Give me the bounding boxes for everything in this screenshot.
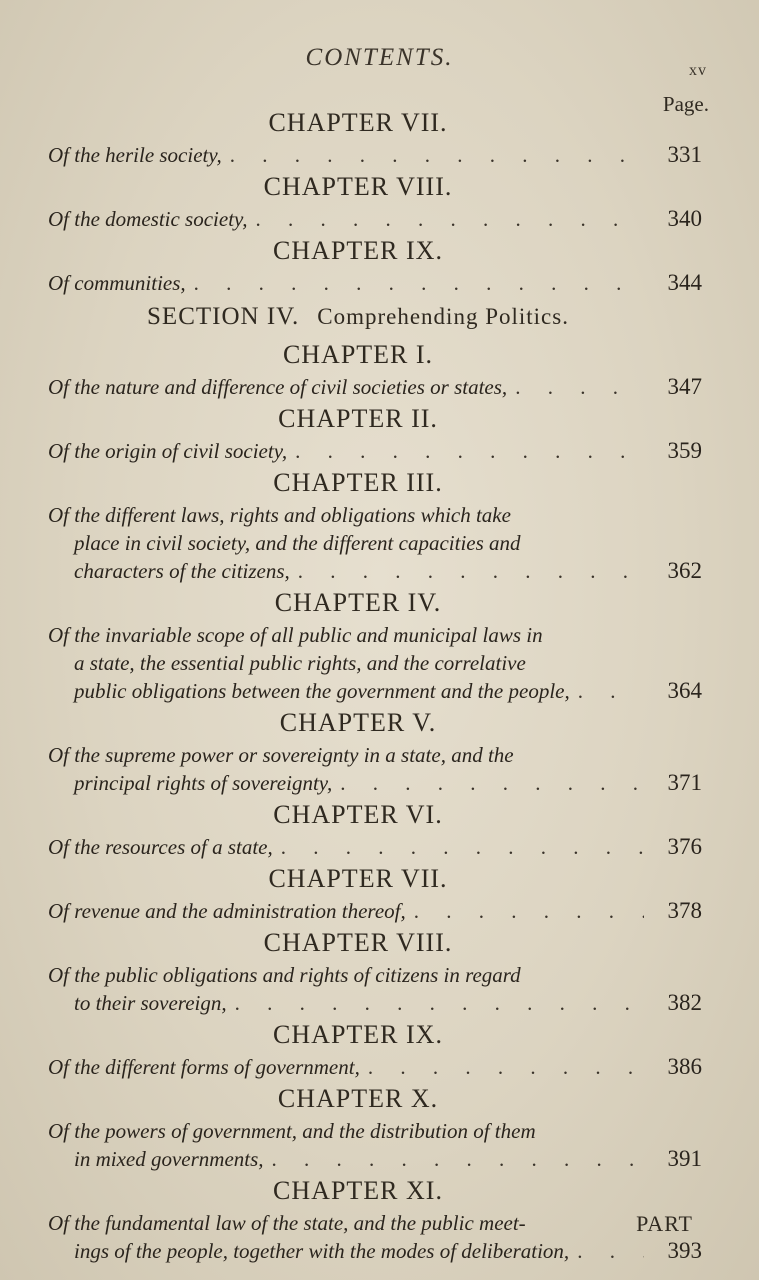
entry-page-number: 376: [667, 834, 702, 859]
section-title: Comprehending Politics.: [317, 304, 569, 329]
entry-line: [48, 989, 644, 1017]
entry-line: Of the fundamental law of the state, and the public meet-: [48, 1211, 526, 1235]
toc-entry: [48, 437, 708, 465]
section-label: SECTION IV.: [147, 303, 300, 330]
toc-entry: [48, 621, 708, 705]
entry-line: [48, 1053, 644, 1081]
chapter-heading: CHAPTER IV.: [274, 588, 442, 617]
entry-page-number: 331: [667, 142, 702, 167]
entry-text: Of the origin of civil society,: [48, 439, 288, 463]
entry-line: [48, 269, 644, 297]
entry-line: place in civil society, and the different capacities and: [74, 531, 521, 555]
chapter-heading: CHAPTER VII.: [268, 108, 448, 137]
dot-leader: [186, 269, 644, 297]
entry-line: [48, 677, 644, 705]
toc-entry: [48, 1117, 708, 1173]
entry-page-number: 362: [667, 558, 702, 583]
entry-line: Of the public obligations and rights of citizens in regard: [48, 963, 521, 987]
dot-leader: [570, 677, 644, 705]
entry-line: [48, 897, 644, 925]
entry-page-number: 347: [667, 374, 702, 399]
toc-entry: [48, 1209, 708, 1265]
entry-line: [48, 833, 644, 861]
entry-line: a state, the essential public rights, and the correlative: [74, 651, 526, 675]
toc-entry: [48, 373, 708, 401]
toc-entry: [48, 1053, 708, 1081]
chapter-heading: CHAPTER V.: [279, 708, 437, 737]
entry-page-number: 386: [667, 1054, 702, 1079]
dot-leader: [222, 141, 644, 169]
toc-entry: [48, 833, 708, 861]
toc-entry: [48, 205, 708, 233]
entry-text: characters of the citizens,: [74, 559, 290, 583]
table-of-contents: [48, 105, 708, 1265]
entry-line: [48, 769, 644, 797]
chapter-heading: CHAPTER I.: [282, 340, 434, 369]
toc-entry: [48, 501, 708, 585]
dot-leader: [290, 557, 644, 585]
dot-leader: [406, 897, 644, 925]
entry-line: [48, 557, 644, 585]
entry-text: in mixed governments,: [74, 1147, 264, 1171]
dot-leader: [360, 1053, 644, 1081]
entry-line: [48, 437, 644, 465]
chapter-heading: CHAPTER VII.: [268, 864, 448, 893]
entry-text: Of the herile society,: [48, 143, 222, 167]
entry-text: public obligations between the government and the people,: [74, 679, 570, 703]
entry-line: Of the different laws, rights and obligations which take: [48, 503, 511, 527]
entry-text: Of the resources of a state,: [48, 835, 273, 859]
entry-page-number: 371: [667, 770, 702, 795]
entry-text: Of the nature and difference of civil societies or states,: [48, 375, 508, 399]
toc-entry: [48, 741, 708, 797]
running-head: CONTENTS.: [305, 44, 454, 71]
toc-entry: [48, 269, 708, 297]
dot-leader: [264, 1145, 644, 1173]
chapter-heading: CHAPTER X.: [277, 1084, 439, 1113]
toc-entry: [48, 141, 708, 169]
entry-text: Of revenue and the administration thereof,: [48, 899, 406, 923]
entry-page-number: 364: [667, 678, 702, 703]
chapter-heading: CHAPTER IX.: [273, 1020, 443, 1049]
catchword: PART: [636, 1211, 693, 1236]
dot-leader: [507, 373, 644, 401]
entry-text: ings of the people, together with the modes of deliberation,: [74, 1239, 570, 1263]
entry-line: Of the supreme power or sovereignty in a state, and the: [48, 743, 514, 767]
entry-page-number: 382: [667, 990, 702, 1015]
dot-leader: [569, 1237, 644, 1265]
entry-line: [48, 373, 644, 401]
entry-page-number: 359: [667, 438, 702, 463]
entry-line: Of the powers of government, and the distribution of them: [48, 1119, 536, 1143]
entry-text: Of the different forms of government,: [48, 1055, 360, 1079]
entry-page-number: 378: [667, 898, 702, 923]
entry-line: [48, 205, 644, 233]
dot-leader: [227, 989, 644, 1017]
entry-text: Of the domestic society,: [48, 207, 248, 231]
entry-line: [48, 1237, 644, 1265]
page-number: xv: [689, 62, 707, 79]
section-heading: [48, 297, 708, 337]
dot-leader: [332, 769, 644, 797]
entry-page-number: 340: [667, 206, 702, 231]
chapter-heading: CHAPTER III.: [273, 468, 443, 497]
entry-text: to their sovereign,: [74, 991, 227, 1015]
dot-leader: [247, 205, 644, 233]
chapter-heading: CHAPTER VIII.: [263, 172, 453, 201]
toc-entry: [48, 961, 708, 1017]
entry-text: Of communities,: [48, 271, 186, 295]
entry-line: [48, 1145, 644, 1173]
entry-page-number: 344: [667, 270, 702, 295]
chapter-heading: CHAPTER VI.: [273, 800, 443, 829]
chapter-heading: CHAPTER VIII.: [263, 928, 453, 957]
toc-entry: [48, 897, 708, 925]
dot-leader: [273, 833, 644, 861]
entry-line: Of the invariable scope of all public and municipal laws in: [48, 623, 543, 647]
dot-leader: [287, 437, 644, 465]
page-column-label: Page.: [662, 92, 709, 116]
chapter-heading: CHAPTER XI.: [273, 1176, 443, 1205]
entry-page-number: 393: [667, 1238, 702, 1263]
chapter-heading: CHAPTER II.: [278, 404, 438, 433]
entry-line: [48, 141, 644, 169]
chapter-heading: CHAPTER IX.: [273, 236, 443, 265]
entry-page-number: 391: [667, 1146, 702, 1171]
entry-text: principal rights of sovereignty,: [74, 771, 333, 795]
